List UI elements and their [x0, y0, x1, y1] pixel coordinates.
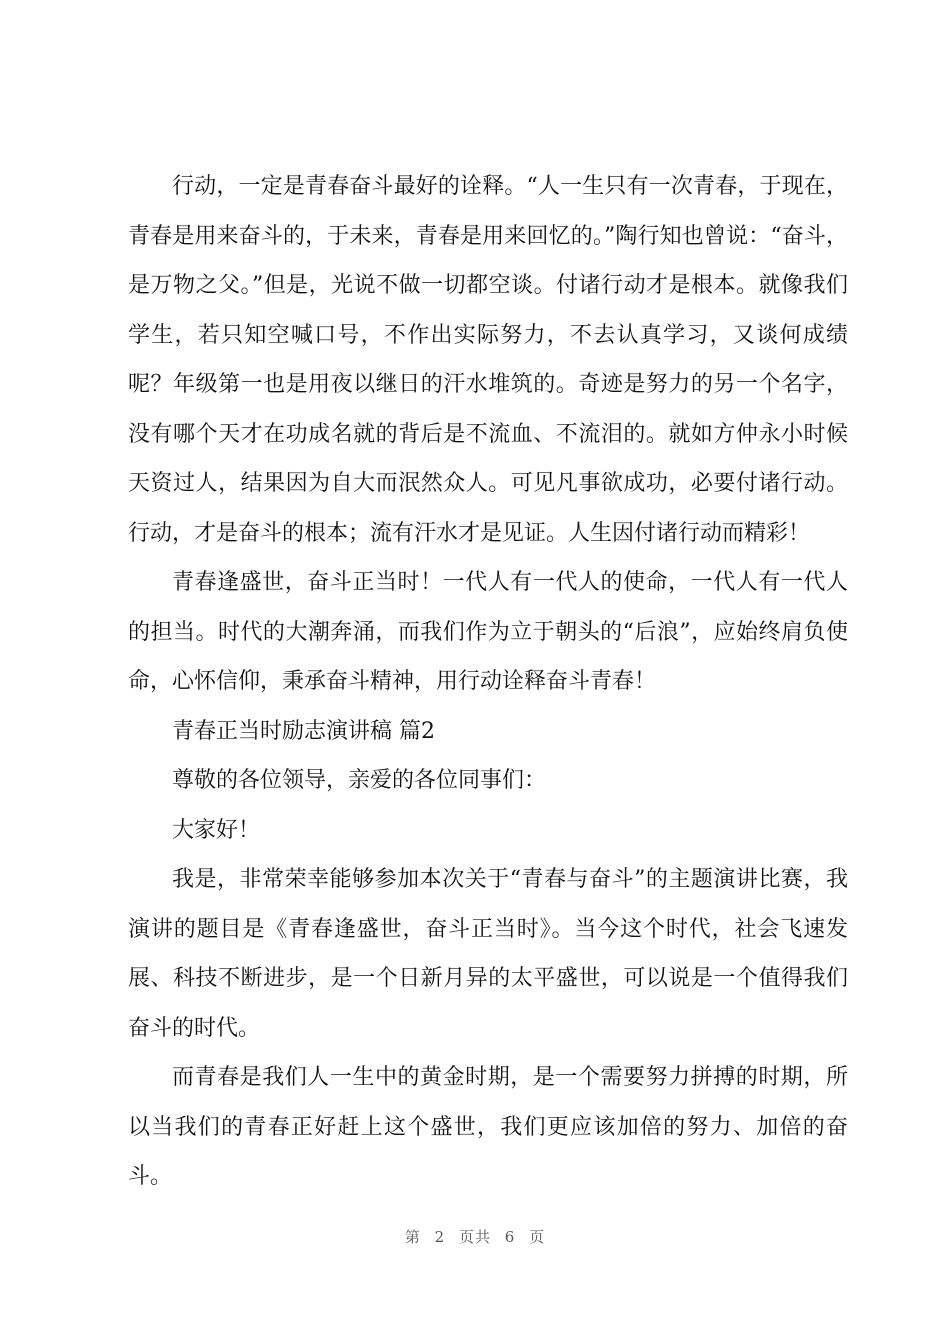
- greeting: 大家好！: [172, 817, 261, 843]
- paragraph-introduction: 我是，非常荣幸能够参加本次关于“青春与奋斗”的主题演讲比赛，我演讲的题目是《青春逢盛世，奋斗正当时》。当今这个时代，社会飞速发展、科技不断进步，是一个日新月异的太平盛世，可以说是一个值得我们奋斗的时代。: [128, 867, 848, 1041]
- paragraph-youth-era: 青春逢盛世，奋斗正当时！一代人有一代人的使命，一代人有一代人的担当。时代的大潮奔涌，而我们作为立于朝头的“后浪”，应始终肩负使命，心怀信仰，秉承奋斗精神，用行动诠释奋斗青春！: [128, 570, 848, 694]
- footer-suffix: 页: [529, 1228, 546, 1246]
- page-footer: [0, 1226, 950, 1247]
- paragraph-action: 行动，一定是青春奋斗最好的诠释。“人一生只有一次青春，于现在，青春是用来奋斗的，于未来，青春是用来回忆的。”陶行知也曾说：“奋斗，是万物之父。”但是，光说不做一切都空谈。付诸行动才是根本。就像我们学生，若只知空喊口号，不作出实际努力，不去认真学习，又谈何成绩呢？年级第一也是用夜以继日的汗水堆筑的。奇迹是努力的另一个名字，没有哪个天才在功成名就的背后是不流血、不流泪的。就如方仲永小时候天资过人，结果因为自大而泯然众人。可见凡事欲成功，必要付诸行动。行动，才是奋斗的根本；流有汗水才是见证。人生因付诸行动而精彩！: [128, 174, 848, 546]
- document-body: [128, 162, 848, 1202]
- footer-middle: 页共: [458, 1228, 491, 1246]
- footer-total-pages: 6: [504, 1228, 516, 1246]
- footer-prefix: 第: [404, 1228, 421, 1246]
- footer-current-page: 2: [434, 1228, 446, 1246]
- paragraph-golden-period: 而青春是我们人一生中的黄金时期，是一个需要努力拼搏的时期，所以当我们的青春正好赶上这个盛世，我们更应该加倍的努力、加倍的奋斗。: [128, 1065, 848, 1189]
- salutation: 尊敬的各位领导，亲爱的各位同事们：: [172, 768, 547, 793]
- section-heading: 青春正当时励志演讲稿 篇2: [172, 718, 435, 744]
